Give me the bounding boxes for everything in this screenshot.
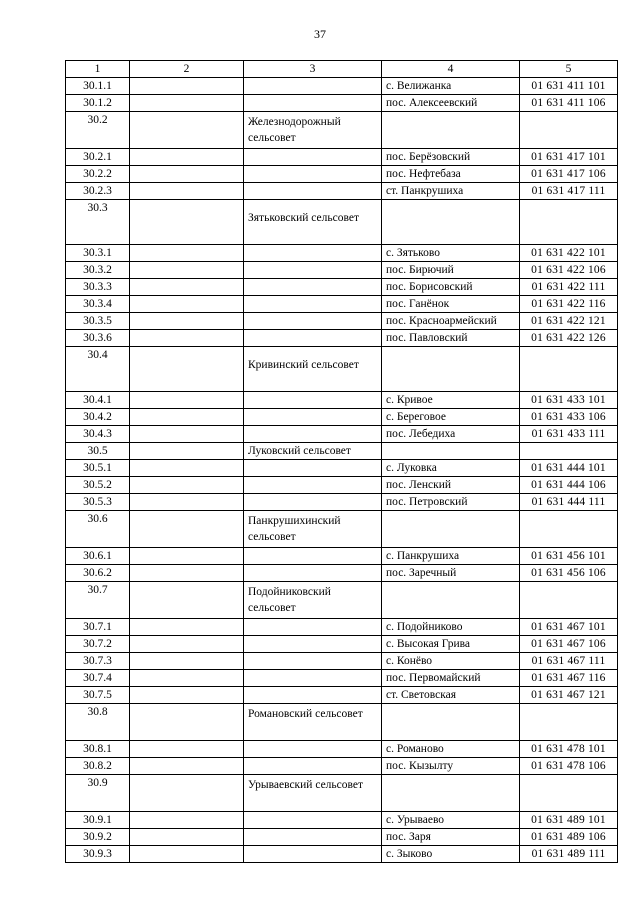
empty-cell [130,460,244,477]
council-name-cell [244,426,382,443]
table-row [66,704,618,741]
row-code-cell: 30.3.4 [66,296,130,313]
okato-code-cell: 01 631 467 101 [520,619,618,636]
row-code-cell: 30.6.2 [66,565,130,582]
row-code-cell: 30.4.3 [66,426,130,443]
settlement-name-cell: ст. Световская [382,687,520,704]
settlement-name-cell: пос. Борисовский [382,279,520,296]
council-name-cell [244,477,382,494]
settlement-name-cell [382,112,520,149]
settlement-name-cell [382,582,520,619]
row-code-cell: 30.3.3 [66,279,130,296]
settlement-name-cell: пос. Ленский [382,477,520,494]
council-name-cell [244,279,382,296]
table-row [66,112,618,149]
empty-cell [130,812,244,829]
settlement-name-cell: с. Романово [382,741,520,758]
okato-code-cell: 01 631 433 101 [520,392,618,409]
okato-code-cell [520,582,618,619]
table-row [66,653,618,670]
row-code-cell: 30.5.2 [66,477,130,494]
okato-code-cell: 01 631 422 101 [520,245,618,262]
council-name-cell [244,460,382,477]
settlement-name-cell: пос. Ганёнок [382,296,520,313]
okato-code-cell: 01 631 489 101 [520,812,618,829]
council-name-cell [244,166,382,183]
empty-cell [130,494,244,511]
okato-code-cell: 01 631 489 106 [520,829,618,846]
council-name-cell [244,687,382,704]
row-code-cell: 30.9 [66,775,130,812]
row-code-cell: 30.1.1 [66,78,130,95]
council-name-cell [244,330,382,347]
empty-cell [130,166,244,183]
council-name-cell [244,653,382,670]
row-code-cell: 30.7.1 [66,619,130,636]
empty-cell [130,313,244,330]
table-row [66,262,618,279]
okato-code-cell: 01 631 422 116 [520,296,618,313]
okato-code-cell: 01 631 456 101 [520,548,618,565]
empty-cell [130,149,244,166]
settlement-name-cell: с. Береговое [382,409,520,426]
settlement-name-cell [382,200,520,245]
table-row [66,200,618,245]
okato-code-cell: 01 631 422 106 [520,262,618,279]
council-name-cell [244,95,382,112]
table-row [66,687,618,704]
council-name-cell [244,313,382,330]
row-code-cell: 30.7.5 [66,687,130,704]
settlement-name-cell: с. Урываево [382,812,520,829]
empty-cell [130,775,244,812]
empty-cell [130,330,244,347]
row-code-cell: 30.8.2 [66,758,130,775]
settlement-name-cell [382,704,520,741]
row-code-cell: 30.3.6 [66,330,130,347]
settlement-name-cell: пос. Заря [382,829,520,846]
empty-cell [130,443,244,460]
settlement-name-cell: с. Зятьково [382,245,520,262]
okato-code-cell: 01 631 467 111 [520,653,618,670]
settlement-name-cell: пос. Лебедиха [382,426,520,443]
row-code-cell: 30.6 [66,511,130,548]
empty-cell [130,704,244,741]
settlement-name-cell: пос. Красноармейский [382,313,520,330]
table-row [66,829,618,846]
table-row [66,279,618,296]
empty-cell [130,653,244,670]
settlement-name-cell: с. Высокая Грива [382,636,520,653]
row-code-cell: 30.2.2 [66,166,130,183]
table-row [66,846,618,863]
council-name-cell [244,670,382,687]
row-code-cell: 30.5.3 [66,494,130,511]
row-code-cell: 30.2.3 [66,183,130,200]
table-row [66,78,618,95]
empty-cell [130,78,244,95]
council-name-cell: Луковский сельсовет [244,443,382,460]
table-row [66,741,618,758]
council-name-cell [244,548,382,565]
okato-code-cell: 01 631 478 106 [520,758,618,775]
row-code-cell: 30.2.1 [66,149,130,166]
settlement-name-cell [382,511,520,548]
council-name-cell [244,829,382,846]
settlement-name-cell: с. Луковка [382,460,520,477]
settlement-name-cell: пос. Павловский [382,330,520,347]
empty-cell [130,670,244,687]
row-code-cell: 30.4.2 [66,409,130,426]
settlement-name-cell [382,347,520,392]
okato-code-cell: 01 631 467 121 [520,687,618,704]
table-row [66,460,618,477]
empty-cell [130,741,244,758]
table-row [66,511,618,548]
council-name-cell: Зятьковский сельсовет [244,200,382,245]
row-code-cell: 30.5.1 [66,460,130,477]
empty-cell [130,582,244,619]
council-name-cell: Кривинский сельсовет [244,347,382,392]
empty-cell [130,262,244,279]
column-header-4: 4 [382,61,520,78]
settlement-name-cell: пос. Петровский [382,494,520,511]
empty-cell [130,548,244,565]
council-name-cell [244,494,382,511]
empty-cell [130,392,244,409]
council-name-cell [244,262,382,279]
empty-cell [130,409,244,426]
table-row [66,426,618,443]
empty-cell [130,511,244,548]
settlement-name-cell: пос. Берёзовский [382,149,520,166]
empty-cell [130,296,244,313]
table-row [66,296,618,313]
table-row [66,758,618,775]
settlement-name-cell: пос. Первомайский [382,670,520,687]
okato-code-cell: 01 631 411 106 [520,95,618,112]
empty-cell [130,426,244,443]
settlement-name-cell: с. Кривое [382,392,520,409]
okato-code-cell [520,443,618,460]
empty-cell [130,758,244,775]
settlement-name-cell: пос. Алексеевский [382,95,520,112]
table-row [66,392,618,409]
okato-code-cell: 01 631 489 111 [520,846,618,863]
table-row [66,166,618,183]
table-row [66,330,618,347]
settlement-name-cell: с. Зыково [382,846,520,863]
table-row [66,95,618,112]
council-name-cell: Панкрушихинский сельсовет [244,511,382,548]
empty-cell [130,636,244,653]
row-code-cell: 30.9.1 [66,812,130,829]
table-header-row [66,61,618,78]
empty-cell [130,846,244,863]
council-name-cell [244,409,382,426]
column-header-3: 3 [244,61,382,78]
okato-code-cell [520,112,618,149]
row-code-cell: 30.3 [66,200,130,245]
okato-code-cell: 01 631 417 111 [520,183,618,200]
okato-code-cell [520,704,618,741]
row-code-cell: 30.7 [66,582,130,619]
row-code-cell: 30.1.2 [66,95,130,112]
okato-code-cell: 01 631 411 101 [520,78,618,95]
settlement-name-cell: пос. Бирючий [382,262,520,279]
empty-cell [130,245,244,262]
empty-cell [130,112,244,149]
okato-code-cell: 01 631 444 106 [520,477,618,494]
okato-code-cell: 01 631 433 111 [520,426,618,443]
row-code-cell: 30.3.5 [66,313,130,330]
settlement-name-cell: ст. Панкрушиха [382,183,520,200]
row-code-cell: 30.7.3 [66,653,130,670]
council-name-cell [244,846,382,863]
table-row [66,409,618,426]
council-name-cell [244,758,382,775]
table-row [66,494,618,511]
table-row [66,636,618,653]
table-row [66,582,618,619]
table-row [66,347,618,392]
okato-code-cell: 01 631 422 126 [520,330,618,347]
empty-cell [130,565,244,582]
table-row [66,565,618,582]
table-body [66,78,618,863]
okato-code-cell: 01 631 467 116 [520,670,618,687]
settlement-name-cell: пос. Нефтебаза [382,166,520,183]
row-code-cell: 30.3.2 [66,262,130,279]
empty-cell [130,477,244,494]
okato-code-cell: 01 631 444 101 [520,460,618,477]
row-code-cell: 30.9.2 [66,829,130,846]
okato-code-cell [520,200,618,245]
page-number: 37 [314,27,326,41]
row-code-cell: 30.4.1 [66,392,130,409]
row-code-cell: 30.6.1 [66,548,130,565]
okato-code-cell [520,347,618,392]
table-row [66,149,618,166]
table-row [66,619,618,636]
table-row [66,183,618,200]
table-row [66,245,618,262]
okato-code-cell: 01 631 478 101 [520,741,618,758]
settlements-table [65,60,618,863]
column-header-5: 5 [520,61,618,78]
settlement-name-cell [382,775,520,812]
okato-code-cell: 01 631 433 106 [520,409,618,426]
council-name-cell [244,78,382,95]
okato-code-cell: 01 631 467 106 [520,636,618,653]
empty-cell [130,687,244,704]
council-name-cell: Железнодорожный сельсовет [244,112,382,149]
table-row [66,443,618,460]
row-code-cell: 30.7.2 [66,636,130,653]
council-name-cell [244,183,382,200]
settlement-name-cell: с. Велижанка [382,78,520,95]
row-code-cell: 30.5 [66,443,130,460]
table-row [66,670,618,687]
settlement-name-cell: с. Подойниково [382,619,520,636]
table-row [66,477,618,494]
settlement-name-cell: с. Конёво [382,653,520,670]
table-row [66,812,618,829]
okato-code-cell: 01 631 422 121 [520,313,618,330]
council-name-cell [244,565,382,582]
row-code-cell: 30.2 [66,112,130,149]
okato-code-cell [520,775,618,812]
council-name-cell [244,149,382,166]
council-name-cell: Урываевский сельсовет [244,775,382,812]
settlement-name-cell: с. Панкрушиха [382,548,520,565]
empty-cell [130,829,244,846]
empty-cell [130,183,244,200]
column-header-1: 1 [66,61,130,78]
council-name-cell [244,741,382,758]
table-row [66,548,618,565]
okato-code-cell: 01 631 444 111 [520,494,618,511]
empty-cell [130,200,244,245]
row-code-cell: 30.3.1 [66,245,130,262]
empty-cell [130,95,244,112]
table-row [66,313,618,330]
column-header-2: 2 [130,61,244,78]
council-name-cell [244,245,382,262]
council-name-cell [244,619,382,636]
table-row [66,775,618,812]
row-code-cell: 30.7.4 [66,670,130,687]
row-code-cell: 30.8.1 [66,741,130,758]
okato-code-cell: 01 631 417 101 [520,149,618,166]
council-name-cell [244,812,382,829]
council-name-cell [244,296,382,313]
empty-cell [130,279,244,296]
council-name-cell [244,392,382,409]
row-code-cell: 30.4 [66,347,130,392]
settlement-name-cell [382,443,520,460]
okato-code-cell: 01 631 417 106 [520,166,618,183]
empty-cell [130,619,244,636]
settlement-name-cell: пос. Кызылту [382,758,520,775]
okato-code-cell [520,511,618,548]
settlement-name-cell: пос. Заречный [382,565,520,582]
okato-code-cell: 01 631 422 111 [520,279,618,296]
council-name-cell [244,636,382,653]
council-name-cell: Романовский сельсовет [244,704,382,741]
empty-cell [130,347,244,392]
row-code-cell: 30.9.3 [66,846,130,863]
okato-code-cell: 01 631 456 106 [520,565,618,582]
council-name-cell: Подойниковский сельсовет [244,582,382,619]
row-code-cell: 30.8 [66,704,130,741]
